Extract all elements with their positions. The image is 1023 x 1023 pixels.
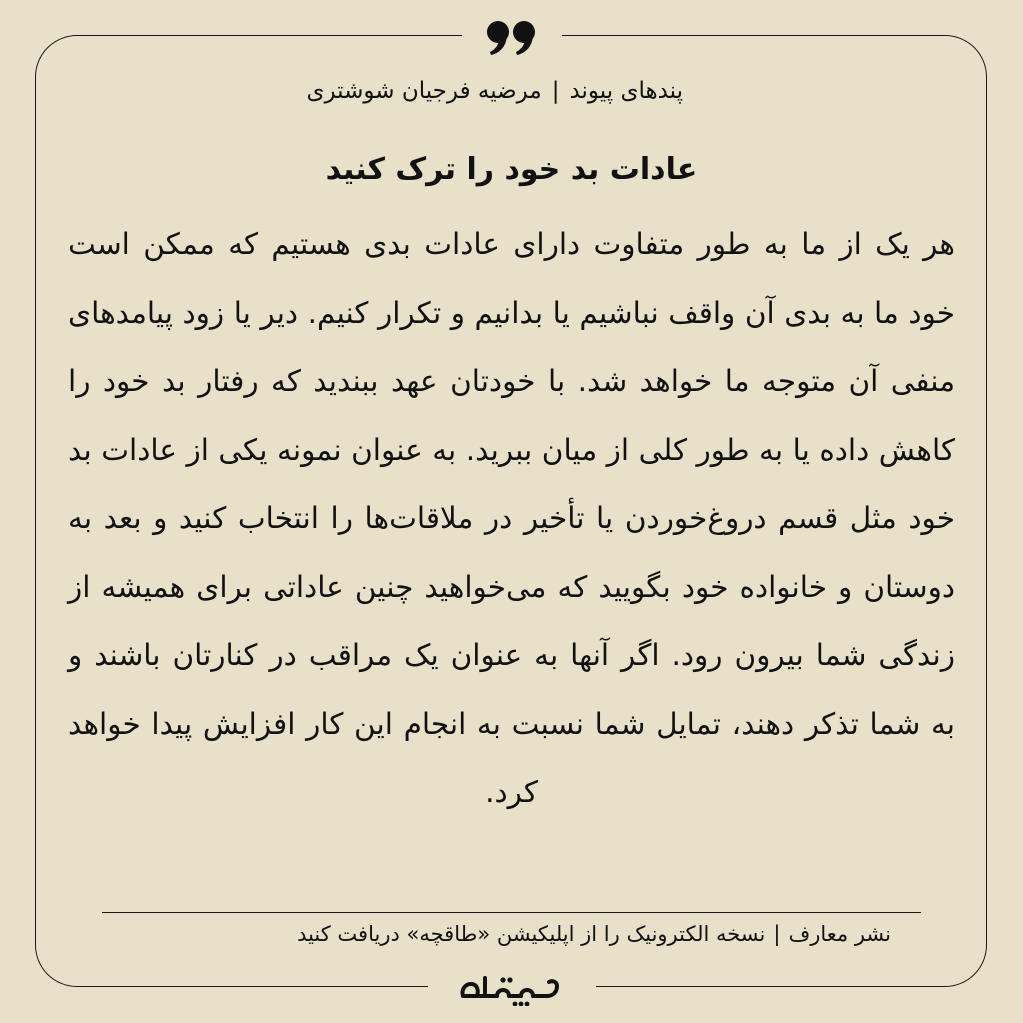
- footer-message: نسخه الکترونیک را از اپلیکیشن «طاقچه» دریافت کنید: [297, 922, 766, 946]
- logo-wordmark: [457, 970, 567, 1006]
- footer-divider: [102, 912, 921, 913]
- author-name: مرضیه فرجیان شوشتری: [306, 78, 542, 104]
- publisher-name: نشر معارف: [788, 922, 891, 946]
- book-header: [306, 78, 683, 104]
- footer-separator: |: [773, 922, 781, 946]
- taaghche-logo: [428, 966, 596, 1010]
- book-title: پندهای پیوند: [569, 78, 683, 104]
- quote-icon: [486, 20, 538, 56]
- quote-mark: [462, 18, 562, 58]
- quote-body: هر یک از ما به طور متفاوت دارای عادات بدی هستیم که ممکن است خود ما به بدی آن واقف نباشیم یا بدانیم و تکرار کنیم. دیر یا زود پیامدهای منفی آن متوجه ما خواهد شد. با خودتان عهد ببندید که رفتار بد خود را کاهش داده یا به طور کلی از میان ببرید. به عنوان نمونه یکی از عادات بد خود مثل قسم دروغ‌خوردن یا تأخیر در ملاقات‌ها را انتخاب کنید و بعد به دوستان و خانواده خود بگویید که می‌خواهید چنین عاداتی برای همیشه از زندگی شما بیرون رود. اگر آنها به عنوان یک مراقب در کنارتان باشند و به شما تذکر دهند، تمایل شما نسبت به انجام این کار افزایش پیدا خواهد کرد.: [68, 227, 955, 809]
- footer-note: [297, 922, 891, 946]
- quote-title: عادات بد خود را ترک کنید: [325, 152, 698, 187]
- header-separator: |: [551, 78, 560, 104]
